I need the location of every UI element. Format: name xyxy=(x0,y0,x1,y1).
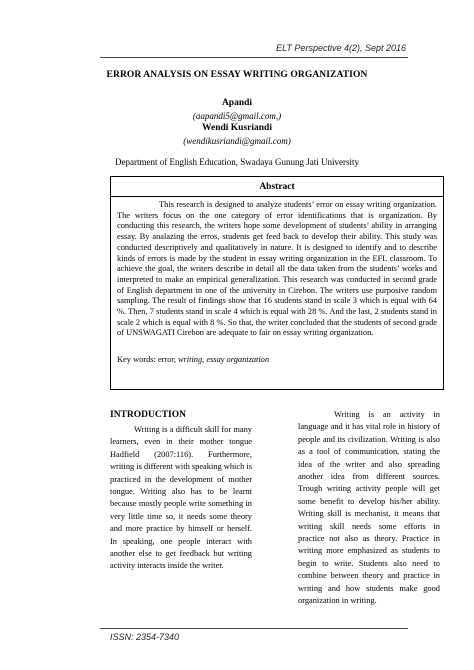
author-name-1: Apandi xyxy=(221,98,253,108)
introduction-right-paragraph: Writing is an activity in language and it has vital role in history of people and its civilization. Writing is also as a tool of communication, stating the idea of the writer and also spreading another idea from different sources. Trough writing activity people will get some benefit to develop his/her ability. Writing skill is mechanist, it means that writing skill needs some efforts in practice not also as theory. Practice in writing more emphasized as students to begin to write. Students also need to combine between theory and practice in writing and how students make good organization in writing. xyxy=(298,410,440,606)
keywords-value: or, writing, essay organization xyxy=(167,355,270,364)
introduction-heading: INTRODUCTION xyxy=(110,410,187,420)
right-column xyxy=(298,409,440,608)
abstract-box xyxy=(110,176,444,390)
author-name-2: Wendi Kusriandi xyxy=(202,123,272,133)
footer-divider xyxy=(100,628,408,629)
paper-title: ERROR ANALYSIS ON ESSAY WRITING ORGANIZATION xyxy=(106,70,368,80)
abstract-body: This research is designed to analyze students’ error on essay writing organization. The writers focus on the one category of error identifications that is organization. By conducting this research, the writers hope some development of students’ ability in arranging essay. By analazing the erros, students get feed back to develop their ability. This study was conducted descriptively and qualitatively in nature. It is designed to identify and to describe kinds of errors is made by the student in essay writing organization in the EFL classroom. To achieve the goal, the writers describe in detail all the data taken from the students’ works and interpreted to make an empirical generalization. This research was conducted in second grade of English department in one of the university in Cirebon. The writers use purposive random sampling. The result of findings show that 16 students stand in scale 3 which is equal with 64 %. Then, 7 students stand in scale 4 which is equal with 28 %. And the last, 2 students stand in scale 2 which is equal with 8 %. So that, the writer concluded that the students of second grade of UNSWAGATI Cirebon are adequate to fair on essay writing organization. xyxy=(117,200,437,338)
keywords-label: Key words: err xyxy=(117,355,168,364)
keywords xyxy=(117,355,437,366)
introduction-left-paragraph: Writing is a difficult skill for many learners, even in their mother tongue Hadfield (2007:116). Furthermore, writing is different with speaking which is practiced in the development of mother tongue. Writing also has to be learnt because mostly people write something in very little time so, it needs some theory and more practice by himself or herself. In speaking, one people interact with another else to get feedback but writing activity interacts inside the writer. xyxy=(110,425,252,571)
journal-header: ELT Perspective 4(2), Sept 2016 xyxy=(276,43,406,53)
author-email-1: (aapandi5@gmail.com,) xyxy=(192,111,282,121)
footer-issn: ISSN: 2354-7340 xyxy=(110,632,180,642)
left-column xyxy=(110,409,252,573)
affiliation: Department of English Education, Swadaya Gunung Jati University xyxy=(115,157,359,167)
author-email-2: (wendikusriandi@gmail.com) xyxy=(183,136,291,146)
abstract-title: Abstract xyxy=(259,182,295,192)
header-divider xyxy=(100,57,408,58)
abstract-divider xyxy=(111,196,443,197)
